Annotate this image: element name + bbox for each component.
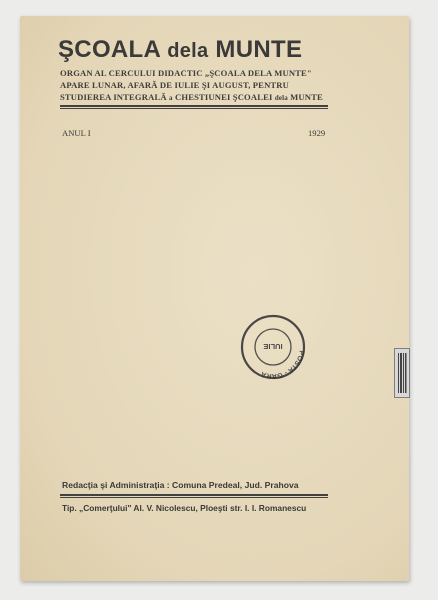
volume-label: ANUL I: [62, 128, 91, 138]
subtitle-line-3-c: CHESTIUNEI ŞCOALEI: [175, 92, 273, 102]
subtitle-line-3-b: a: [169, 94, 173, 102]
stamp-inner-text: IULIE: [263, 342, 283, 351]
subtitle-line-3: [60, 92, 323, 102]
footer-rule-thin: [60, 497, 328, 498]
title-small: dela: [167, 40, 209, 62]
editorial-address: Redacţia şi Administraţia : Comuna Predeal, Jud. Prahova: [62, 480, 299, 490]
price-tag-sticker: [394, 348, 410, 398]
stamp-ring-text: POSTA - GARA: [260, 349, 305, 380]
printer-info: Tip. „Comerţului" Al. V. Nicolescu, Ploeşti str. I. I. Romanescu: [62, 503, 307, 513]
header-rule-thin: [60, 108, 328, 109]
title-main: ŞCOALA: [58, 36, 161, 63]
year-label: 1929: [308, 128, 326, 138]
subtitle-line-1: ORGAN AL CERCULUI DIDACTIC „ŞCOALA DELA MUNTE": [60, 68, 312, 78]
subtitle-line-3-a: STUDIEREA INTEGRALĂ: [60, 92, 167, 102]
postmark-stamp: [238, 312, 308, 382]
subtitle-line-3-d: dela: [274, 94, 288, 102]
magazine-title: [58, 36, 338, 64]
title-end: MUNTE: [215, 36, 303, 63]
header-rule-thick: [60, 105, 328, 107]
subtitle-line-3-e: MUNTE: [290, 92, 323, 102]
subtitle-line-2: APARE LUNAR, AFARĂ DE IULIE ŞI AUGUST, PENTRU: [60, 80, 290, 90]
footer-rule-thick: [60, 494, 328, 496]
